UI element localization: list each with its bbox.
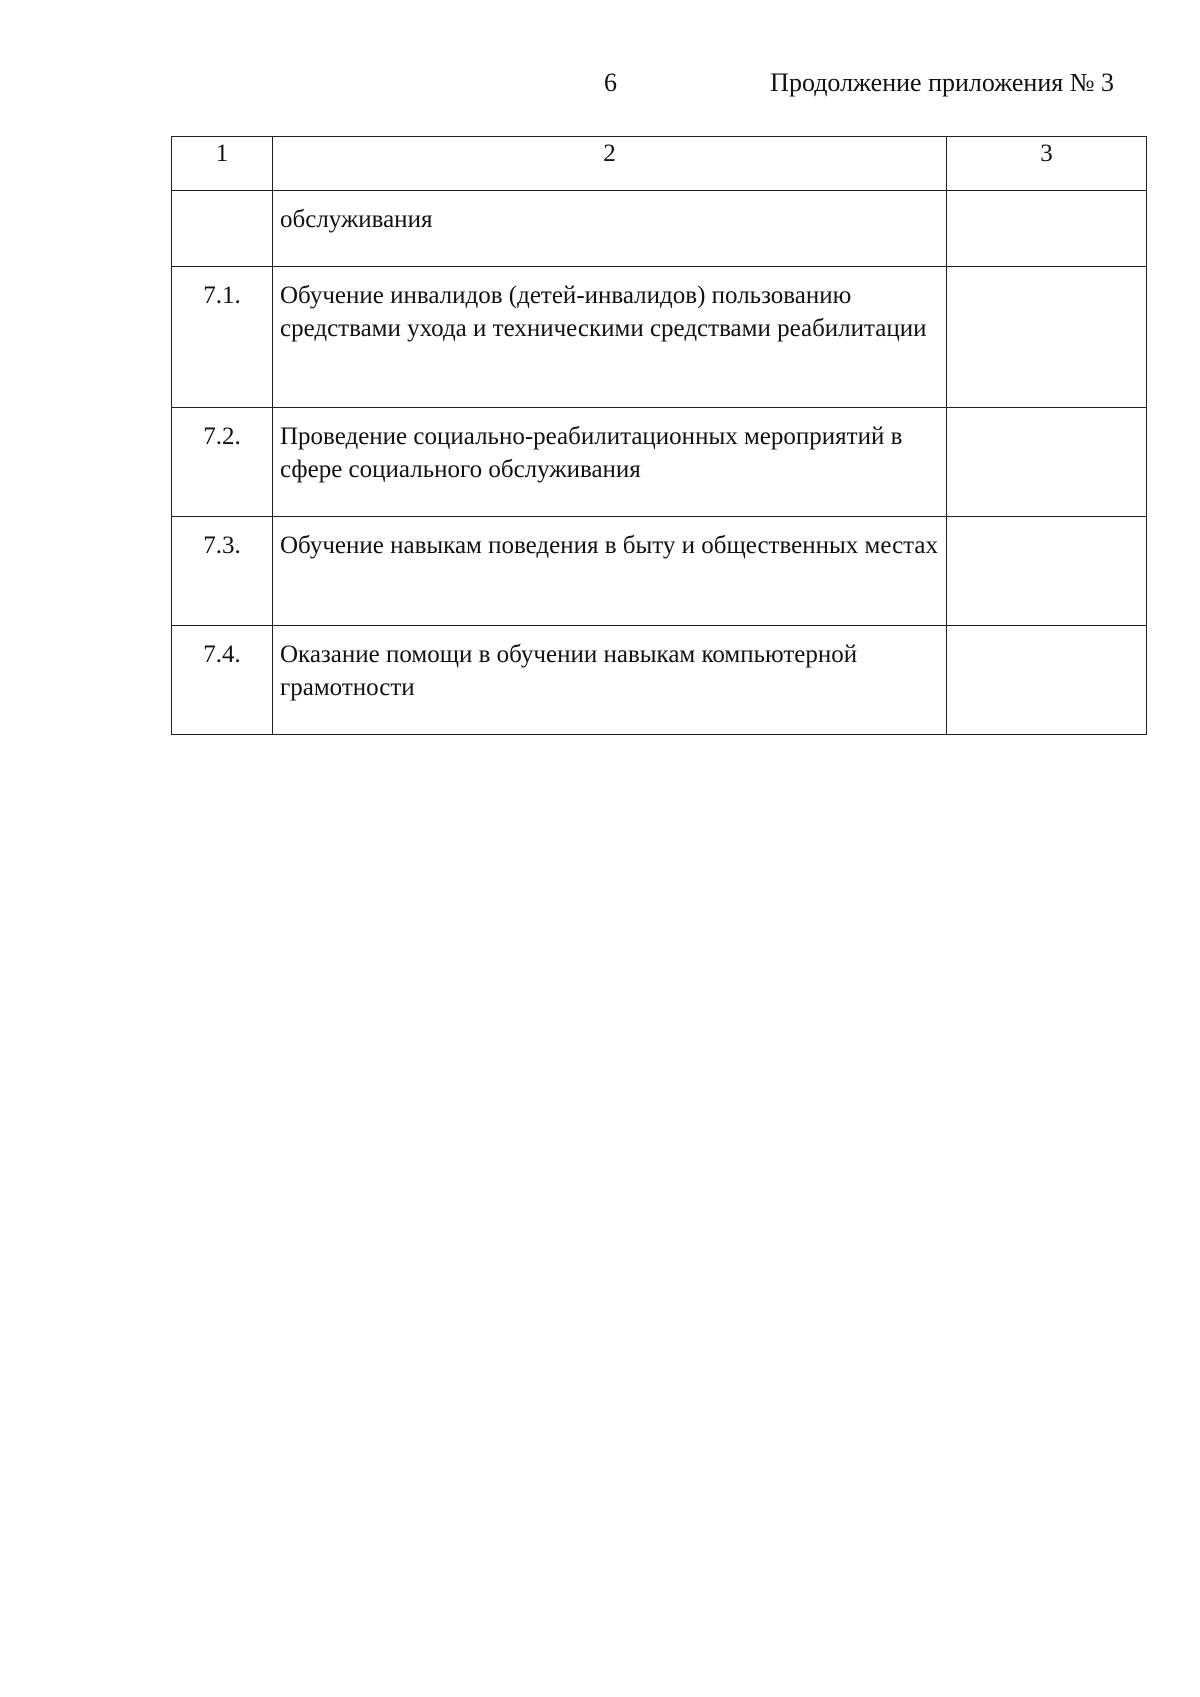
table-row [172, 408, 1147, 517]
row-column-3 [947, 517, 1147, 626]
row-column-3 [947, 267, 1147, 408]
row-description: Оказание помощи в обучении навыкам компьютерной грамотности [273, 626, 947, 735]
row-number: 7.3. [172, 517, 273, 626]
row-description: Проведение социально-реабилитационных мероприятий в сфере социального обслуживания [273, 408, 947, 517]
row-number: 7.1. [172, 267, 273, 408]
column-header-2: 2 [273, 137, 947, 191]
services-table [171, 136, 1147, 735]
row-number [172, 191, 273, 267]
column-header-1: 1 [172, 137, 273, 191]
table-row [172, 191, 1147, 267]
row-column-3 [947, 191, 1147, 267]
table-row [172, 626, 1147, 735]
row-number: 7.4. [172, 626, 273, 735]
row-number: 7.2. [172, 408, 273, 517]
row-description: Обучение инвалидов (детей-инвалидов) пользованию средствами ухода и техническими средствами реабилитации [273, 267, 947, 408]
row-description: обслуживания [273, 191, 947, 267]
page-number: 6 [604, 68, 617, 97]
row-column-3 [947, 626, 1147, 735]
row-description: Обучение навыкам поведения в быту и общественных местах [273, 517, 947, 626]
table-row [172, 517, 1147, 626]
column-header-3: 3 [947, 137, 1147, 191]
appendix-continuation-note: Продолжение приложения № 3 [770, 68, 1114, 97]
table-row [172, 267, 1147, 408]
table-header-row [172, 137, 1147, 191]
row-column-3 [947, 408, 1147, 517]
